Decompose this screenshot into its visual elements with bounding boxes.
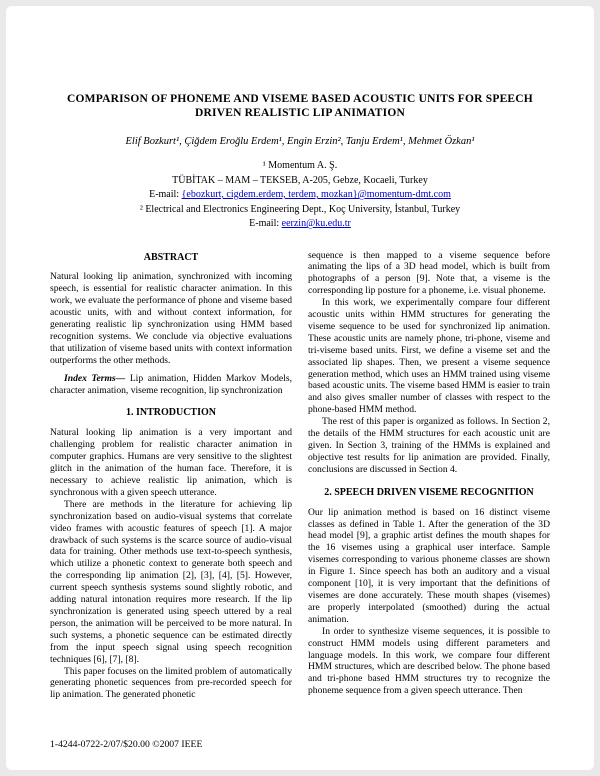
- introduction-heading: 1. INTRODUCTION: [125, 407, 216, 419]
- paper-header: [50, 92, 550, 232]
- continued-paragraph: sequence is then mapped to a viseme sequence before animating the lips of a 3D head model, which is built from photographs of a person [9]. Note that, a viseme is the corresponding lip posture for a phoneme, i.e. visual phoneme.: [308, 249, 550, 297]
- abstract-paragraph: Natural looking lip animation, synchronized with incoming speech, is essential for realistic character animation. In this work, we evaluate the performance of phone and viseme based acoustic units, with and without context information, for generating realistic lip synchronization using HMM based recognition systems. We conclude via objective evaluations that utilization of viseme based units with context information outperforms the other methods.: [50, 271, 292, 366]
- copyright-notice: 1-4244-0722-2/07/$20.00 ©2007 IEEE: [50, 739, 203, 750]
- affiliation-1-address: TÜBİTAK – MAM – TEKSEB, A-205, Gebze, Kocaeli, Turkey: [172, 174, 428, 186]
- authors-line: Elif Bozkurt¹, Çiğdem Eroğlu Erdem¹, Engin Erzin², Tanju Erdem¹, Mehmet Özkan¹: [125, 136, 475, 147]
- index-terms-list: Lip animation, Hidden Markov Models, character animation, viseme recognition, lip synchronization: [50, 372, 292, 396]
- email-link-momentum[interactable]: {ebozkurt, cigdem.erdem, terdem, mozkan}@momentum-dmt.com: [181, 189, 451, 200]
- paper-outline-paragraph: The rest of this paper is organized as follows. In Section 2, the details of the HMM structures for each acoustic unit are given. In Section 3, training of the HMMs is explained and objective test results for lip animation are provided. Finally, conclusions are discussed in Section 4.: [308, 416, 550, 475]
- approach-paragraph: In this work, we experimentally compare four different acoustic units within HMM structures for generating the viseme sequence to be used for synchronized lip animation. These acoustic units are namely phone, tri-phone, viseme and tri-viseme based units. First, we define a viseme set and the associated lip shapes. Then, we present a viseme sequence generation method, which uses an HMM trained using viseme based acoustic units. The viseme based HMM is easier to train and also gives smaller number of classes with respect to the phone-based HMM method.: [308, 297, 550, 416]
- abstract-heading: ABSTRACT: [143, 251, 199, 263]
- affiliation-1-name: ¹ Momentum A. Ş.: [262, 160, 338, 171]
- left-column: [50, 250, 292, 702]
- section2-paragraph-2: In order to synthesize viseme sequences, it is possible to construct HMM models using different parameters and language models. In this work, we compare four different HMM structures, which are described below. The phone based and tri-phone based HMM structures try to recognize the phoneme sequence from a given speech utterance. Then: [308, 625, 550, 697]
- email-link-ku[interactable]: eerzin@ku.edu.tr: [281, 218, 351, 229]
- index-terms-label: Index Terms—: [64, 372, 126, 384]
- intro-paragraph-2: There are methods in the literature for achieving lip synchronization based on audio-visual systems that correlate video frames with acoustic features of speech [1]. A major drawback of such systems is the scarce source of audio-visual data for training. Other methods use text-to-speech synthesis, which utilize a phonetic context to generate both speech and the corresponding lip animation [2], [3], [4], [5]. However, current speech synthesis systems sound slightly robotic, and adding natural intonation requires more research. If the lip synchronization is generated using speech uttered by a real person, the animation will be perceived to be more natural. In such systems, a phonetic sequence can be estimated directly from the input speech signal using speech recognition techniques [6], [7], [8].: [50, 498, 292, 665]
- index-terms-paragraph: [50, 373, 292, 397]
- intro-paragraph-1: Natural looking lip animation is a very important and challenging problem for realistic character animation in computer graphics. Humans are very sensitive to the slightest glitch in the animation of the human face. Therefore, it is necessary to achieve realistic lip animation, which is synchronous with a given speech utterance.: [50, 427, 292, 498]
- email-1-label: E-mail:: [149, 189, 182, 200]
- intro-paragraph-3: This paper focuses on the limited problem of automatically generating phonetic sequences from pre-recorded speech for lip animation. The generated phonetic: [50, 665, 292, 701]
- section2-paragraph-1: Our lip animation method is based on 16 distinct viseme classes as defined in Table 1. After the generation of the 3D head model [9], a graphic artist defines the mouth shapes for the 16 visemes using a graphical user interface. Sample visemes corresponding to various phoneme classes are shown in Figure 1. Since speech has both an auditory and a visual component [10], it is very important that the definitions of visemes are done accurately. These mouth shapes (visemes) are properly interpolated (smoothed) during the actual animation.: [308, 506, 550, 625]
- section2-heading: 2. SPEECH DRIVEN VISEME RECOGNITION: [324, 486, 534, 498]
- affiliation-1-email-line: [50, 188, 550, 203]
- paper-page: [6, 6, 594, 770]
- paper-title: COMPARISON OF PHONEME AND VISEME BASED ACOUSTIC UNITS FOR SPEECH DRIVEN REALISTIC LIP ANIMATION: [67, 93, 533, 119]
- email-2-label: E-mail:: [249, 218, 282, 229]
- paper-body: [50, 250, 550, 702]
- affiliations-block: [50, 159, 550, 232]
- affiliation-2-name: ² Electrical and Electronics Engineering Dept., Koç University, İstanbul, Turkey: [139, 203, 461, 215]
- affiliation-2-email-line: [50, 217, 550, 232]
- right-column: [308, 250, 550, 702]
